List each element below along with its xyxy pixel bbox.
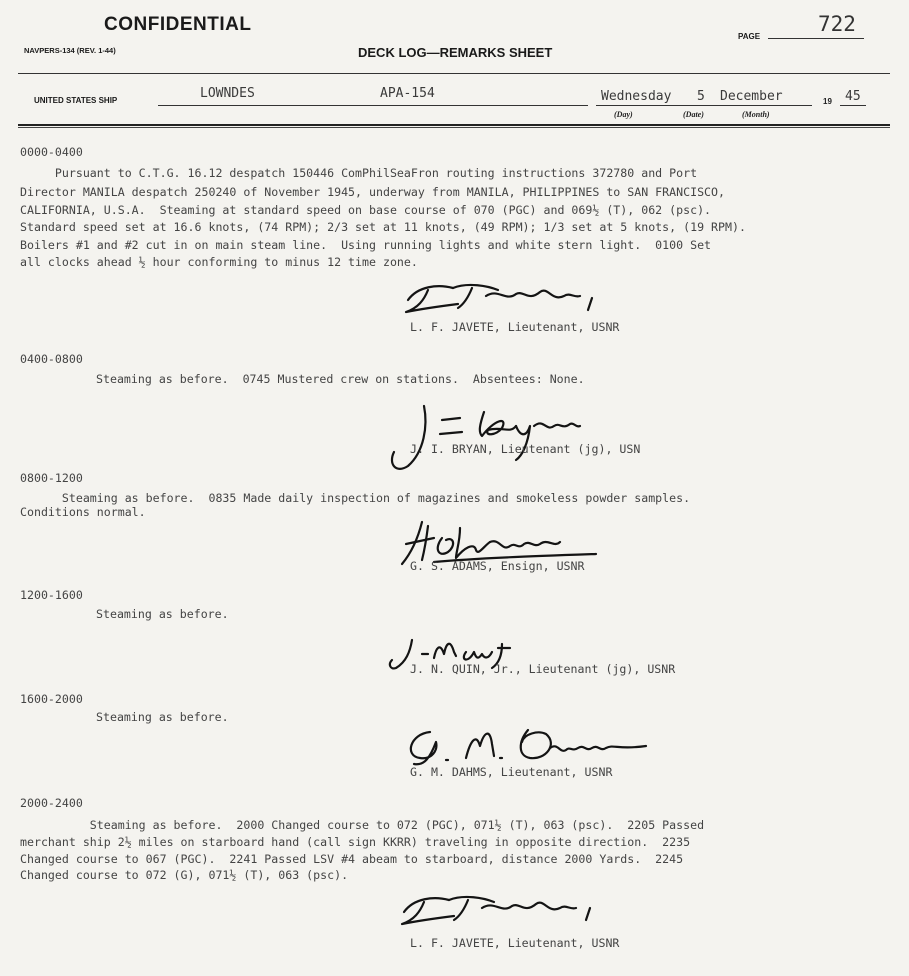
page-label: PAGE xyxy=(738,32,761,41)
watch-time: 0400-0800 xyxy=(20,352,83,366)
watch-remark-line: Boilers #1 and #2 cut in on main steam line. Using running lights and white stern light. 0100 Set xyxy=(20,238,712,252)
watch-remark-line: Steaming as before. 0745 Mustered crew on stations. Absentees: None. xyxy=(96,372,585,386)
day-value: Wednesday xyxy=(601,89,672,104)
signature-dahms xyxy=(400,722,650,768)
watch-signer: L. F. JAVETE, Lieutenant, USNR xyxy=(410,320,620,334)
watch-remark-line: Pursuant to C.T.G. 16.12 despatch 150446 ComPhilSeaFron routing instructions 372780 and Port xyxy=(20,166,698,180)
watch-signer: G. S. ADAMS, Ensign, USNR xyxy=(410,559,585,573)
watch-remark-line: Changed course to 067 (PGC). 2241 Passed LSV #4 abeam to starboard, distance 2000 Yards. 2245 xyxy=(20,852,684,866)
ship-name-line xyxy=(158,105,588,106)
watch-time: 0800-1200 xyxy=(20,471,83,485)
signature-bryan xyxy=(384,400,584,476)
hull-number: APA-154 xyxy=(380,86,435,101)
watch-remark-line: Steaming as before. xyxy=(96,710,229,724)
signature-javete xyxy=(398,278,608,320)
month-caption: (Month) xyxy=(742,110,770,119)
watch-time: 1600-2000 xyxy=(20,692,83,706)
watch-signer: G. M. DAHMS, Lieutenant, USNR xyxy=(410,765,613,779)
watch-time: 0000-0400 xyxy=(20,145,83,159)
watch-remark-line: all clocks ahead ½ hour conforming to minus 12 time zone. xyxy=(20,255,418,269)
watch-remark-line: Standard speed set at 16.6 knots, (74 RPM); 2/3 set at 11 knots, (49 RPM); 1/3 set at 5 knots, (19 RPM). xyxy=(20,220,746,234)
watch-time: 1200-1600 xyxy=(20,588,83,602)
watch-remark-line: Changed course to 072 (G), 071½ (T), 063 (psc). xyxy=(20,868,349,882)
watch-time: 2000-2400 xyxy=(20,796,83,810)
year-prefix: 19 xyxy=(823,97,832,106)
date-caption: (Date) xyxy=(683,110,704,119)
watch-signer: L. F. JAVETE, Lieutenant, USNR xyxy=(410,936,620,950)
watch-remark-line: Steaming as before. 2000 Changed course to 072 (PGC), 071½ (T), 063 (psc). 2205 Passed xyxy=(20,818,705,832)
year-value: 45 xyxy=(845,89,861,104)
ship-name: LOWNDES xyxy=(200,86,255,101)
sheet-title: DECK LOG—REMARKS SHEET xyxy=(358,45,553,60)
watch-remark-line: merchant ship 2½ miles on starboard hand (call sign KKRR) traveling in opposite direction. 2235 xyxy=(20,835,691,849)
header-rule xyxy=(18,73,890,74)
header-bottom-rule xyxy=(18,124,890,126)
watch-signer: J. I. BRYAN, Lieutenant (jg), USN xyxy=(410,442,641,456)
watch-remark-line: Conditions normal. xyxy=(20,505,146,519)
day-caption: (Day) xyxy=(614,110,633,119)
watch-remark-line: Steaming as before. 0835 Made daily inspection of magazines and smokeless powder samples. xyxy=(20,491,691,505)
month-value: December xyxy=(720,89,783,104)
header-bottom-rule-thin xyxy=(18,127,890,128)
classification-label: CONFIDENTIAL xyxy=(104,14,252,35)
watch-remark-line: Steaming as before. xyxy=(96,607,229,621)
form-number: NAVPERS-134 (REV. 1-44) xyxy=(24,46,116,55)
ship-label: UNITED STATES SHIP xyxy=(34,96,118,105)
watch-remark-line: Director MANILA despatch 250240 of November 1945, underway from MANILA, PHILIPPINES to SAN FRANCISCO, xyxy=(20,185,725,199)
watch-signer: J. N. QUIN, Jr., Lieutenant (jg), USNR xyxy=(410,662,676,676)
page-number-line xyxy=(768,38,864,39)
watch-remark-line: CALIFORNIA, U.S.A. Steaming at standard speed on base course of 070 (PGC) and 069½ (T), 062 (psc). xyxy=(20,203,712,217)
page-number: 722 xyxy=(818,12,856,36)
signature-javete xyxy=(394,890,604,932)
date-value: 5 xyxy=(697,89,705,104)
